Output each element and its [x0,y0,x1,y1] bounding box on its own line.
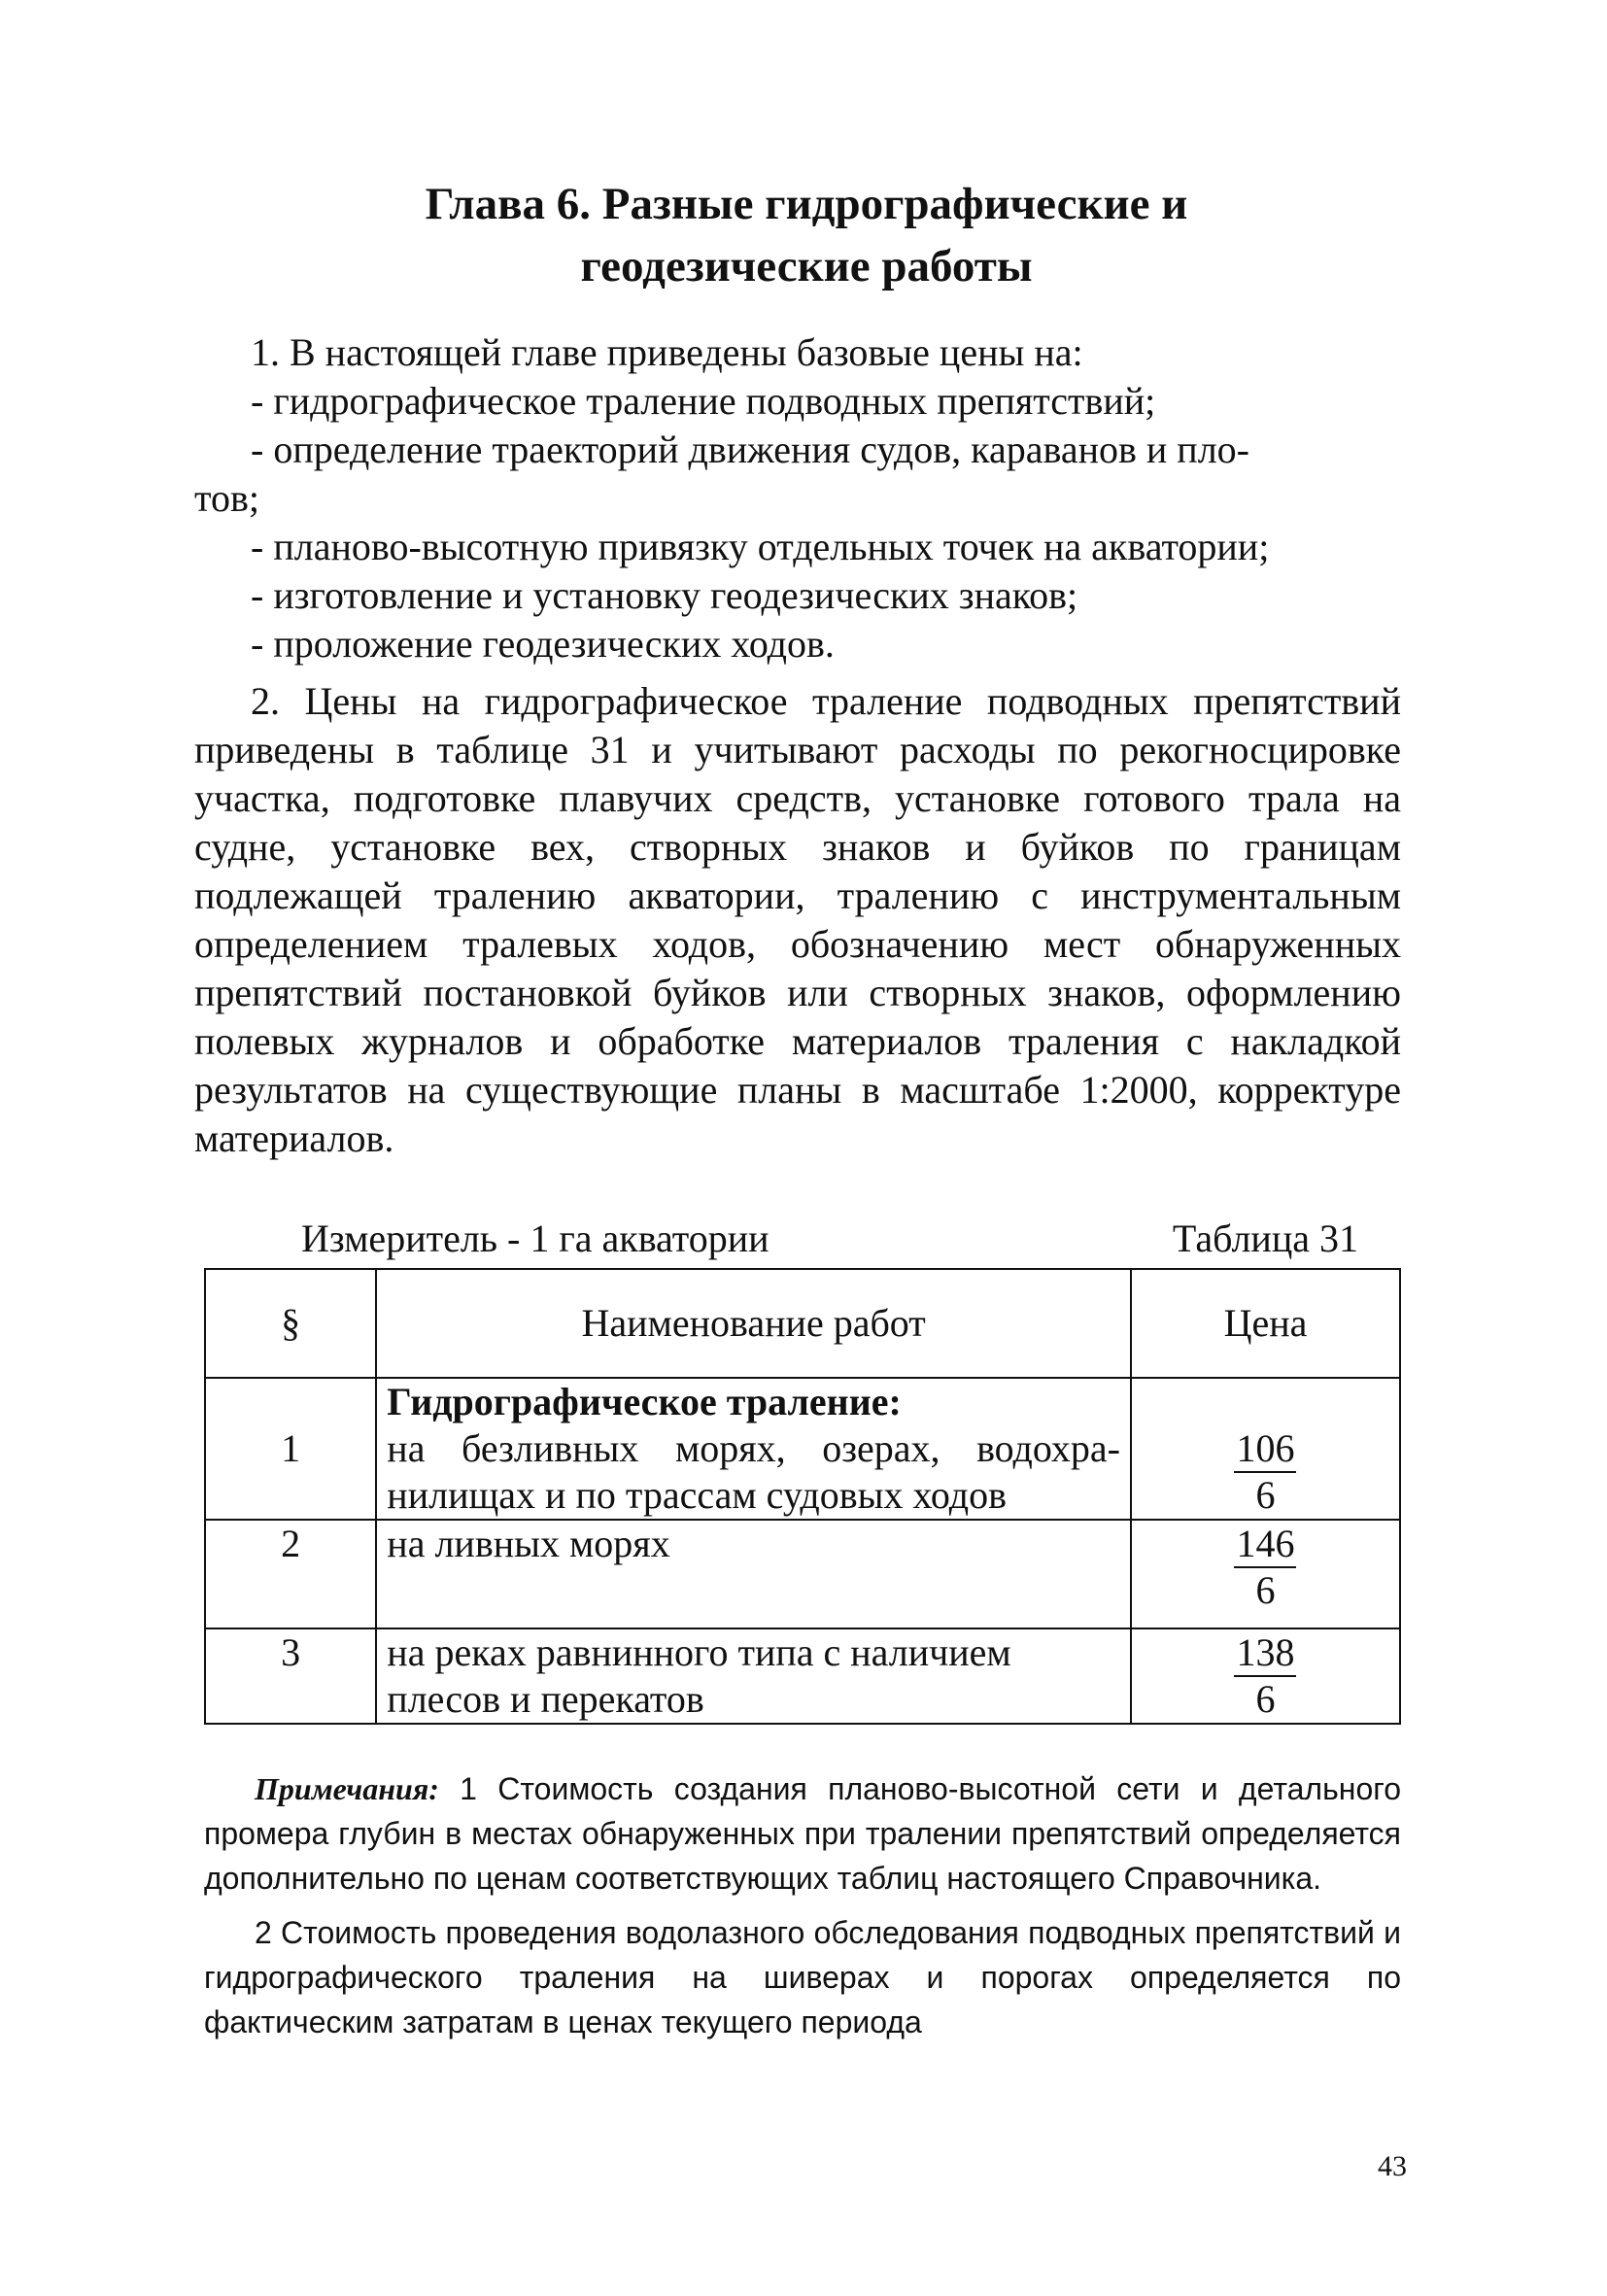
price-denominator: 6 [1255,1568,1276,1612]
price-denominator: 6 [1255,1473,1276,1517]
chapter-title-line-1: Глава 6. Разные гидрографические и [425,179,1188,229]
intro-list-item: - изготовление и установку геодезических знаков; [251,573,1078,617]
row-number-value: 1 [281,1426,301,1470]
chapter-title [291,173,1321,297]
table-row [205,1628,1400,1724]
row-number: 3 [205,1628,376,1724]
note-2: 2 Стоимость проведения водолазного обследования подводных препятствий и гидрографического траления на шиверах и порогах определяется по фактическим затратам в ценах текущего периода [204,1915,1401,2039]
table-header-row [205,1269,1400,1378]
row-price [1131,1628,1400,1724]
row-name [376,1378,1131,1520]
intro-list-item: - определение траекторий движения судов, караванов и пло- [251,428,1249,471]
intro-list-item: - гидрографическое траление подводных препятствий; [251,379,1156,423]
chapter-title-line-2: геодезические работы [580,241,1033,291]
table-label: Таблица 31 [1172,1217,1358,1260]
intro-list [194,328,1401,668]
price-denominator: 6 [1255,1677,1276,1721]
row-number: 2 [205,1520,376,1628]
row-text-line: плесов и перекатов [387,1677,704,1721]
paragraph-2: 2. Цены на гидрографическое траление подводных препятствий приведены в таблице 31 и учитывают расходы по рекогносцировке участка, подготовке плавучих средств, установке готового трала на судне, установке вех, створных знаков и буйков по границам подлежащей тралению акватории, тралению с инструментальным определением тралевых ходов, обозначению мест обнаруженных препятствий постановкой буйков или створных знаков, оформлению полевых журналов и обработке материалов траления с накладкой результатов на существующие планы в масштабе 1:2000, корректуре материалов. [194,679,1401,1160]
header-section: § [205,1269,376,1378]
intro-list-item-continuation: тов; [194,476,259,520]
intro-list-item: - проложение геодезических ходов. [251,622,835,666]
price-table [204,1268,1401,1725]
row-text-line: на реках равнинного типа с наличием [387,1630,1011,1674]
header-price: Цена [1131,1269,1400,1378]
row-name [376,1628,1131,1724]
price-numerator: 106 [1234,1426,1296,1473]
intro-list-item: - планово-высотную привязку отдельных точек на акватории; [251,525,1270,568]
table-unit: Измеритель - 1 га акватории [301,1217,769,1260]
notes-heading: Примечания: [255,1771,439,1806]
price-numerator: 146 [1234,1522,1296,1568]
row-heading: Гидрографическое траление: [387,1380,902,1423]
row-text-line: на безливных морях, озерах, водохра- [387,1426,1120,1470]
row-name: на ливных морях [376,1520,1131,1628]
row-price [1131,1520,1400,1628]
notes-section [204,1766,1401,2044]
page-number: 43 [1378,2150,1407,2182]
price-numerator: 138 [1234,1630,1296,1677]
table-row [205,1378,1400,1520]
note-1 [204,1766,1401,1901]
row-price [1131,1378,1400,1520]
row-number [205,1378,376,1520]
header-name: Наименование работ [376,1269,1131,1378]
table-row [205,1520,1400,1628]
row-text-line: нилищах и по трассам судовых ходов [387,1473,1008,1517]
note-1-text: 1 Стоимость создания планово-высотной сети и детального промера глубин в местах обнаруженных при тралении препятствий определяется дополнительно по ценам соответствующих таблиц настоящего Справочника. [204,1771,1401,1896]
intro-line: 1. В настоящей главе приведены базовые цены на: [251,330,1083,374]
